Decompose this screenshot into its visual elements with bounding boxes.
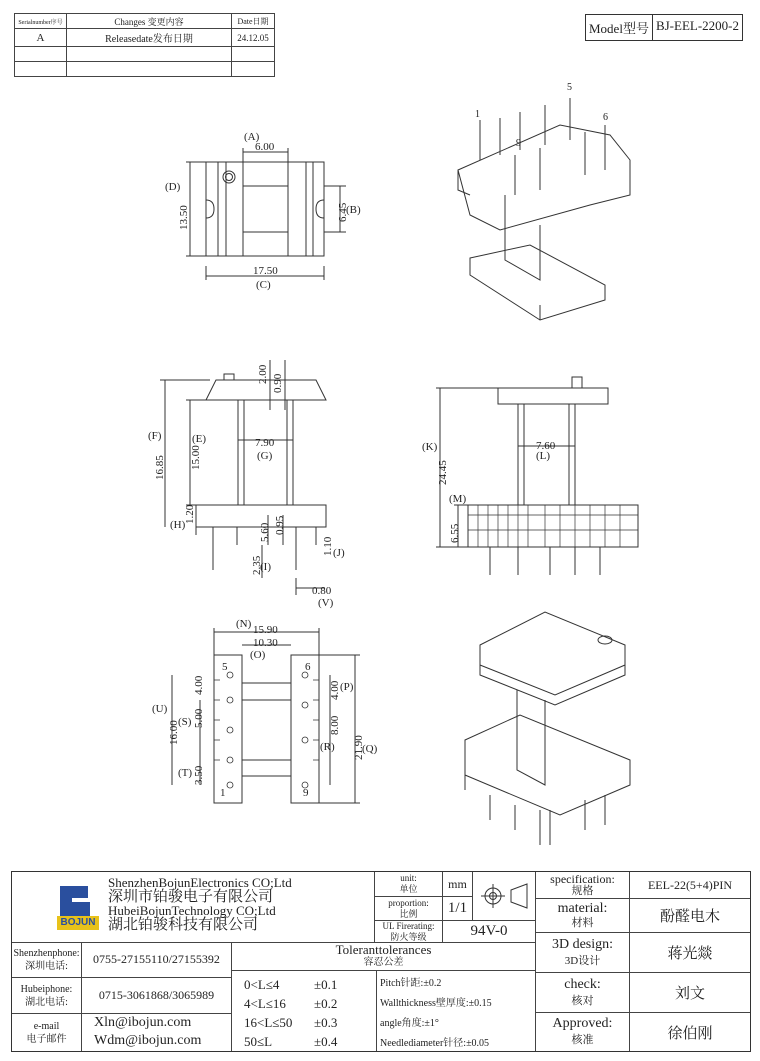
dim-l-tag: (L) [536,450,551,462]
hb-phone-label-cell [12,977,82,1013]
rev-date: 24.12.05 [232,29,275,47]
dim-h-tag: (H) [170,519,186,531]
model-value: BJ-EEL-2200-2 [652,15,742,40]
email-label-cell [12,1013,82,1051]
email-label-cn: 电子邮件 [26,1033,67,1045]
tolerance-title-cell [232,942,535,970]
iso-pin-5-label: 5 [567,82,572,93]
email-cell [82,1013,232,1051]
table-row: 4<L≤16 ±0.2 [244,996,338,1011]
dim-r-value: 8.00 [329,715,341,735]
dim-f-tag: (F) [148,430,162,442]
proportion-label: proportion: [388,897,429,908]
notes-cell [377,970,535,1051]
iso-view-top [458,82,630,320]
dim-u-value: 16.00 [168,720,180,745]
bottom-pin-6-label: 6 [305,661,311,673]
approved-label-cn: 核准 [571,1034,594,1046]
material-value: 酚醛电木 [629,898,750,932]
unit-label-cell [374,872,442,896]
side-view [422,377,638,575]
projection-symbol-cell [472,872,535,920]
tolerance-table [232,970,377,1051]
iso-pin-1-label: 1 [475,109,480,120]
dim-i-value: 2.35 [251,555,263,575]
approved-label-cell [535,1012,629,1051]
proportion-value: 1/1 [442,896,472,920]
company-en-2: HubeiBojunTechnology CO;Ltd [108,903,276,918]
material-label-cell [535,898,629,932]
dim-b-tag: (B) [346,204,361,216]
bottom-right-rail [291,655,319,803]
design-label: 3D design: [551,936,614,952]
dim-k-value: 24.45 [437,460,449,485]
bottom-pin-1-label: 1 [220,787,226,799]
sz-phone-label-cn: 深圳电话: [25,960,68,972]
email-label: e-mail [33,1020,60,1032]
design-label-cn: 3D设计 [564,954,601,967]
ul-label-cell [374,920,442,942]
dim-j-tag: (J) [333,547,345,559]
dim-a-tag: (A) [244,131,260,143]
iso-view-bottom [465,612,630,845]
dim-v-tag: (V) [318,597,334,609]
dim-left-400: 4.00 [193,675,205,695]
dim-k-tag: (K) [422,441,438,453]
dim-o-value: 10.30 [253,637,278,649]
proportion-label-cn: 比例 [399,908,418,919]
dim-g-tag: (G) [257,450,273,462]
approved-label: Approved: [552,1016,613,1031]
note-pitch: Pitch针距:±0.2 [380,978,442,989]
dim-top-200: 2.00 [257,364,269,384]
spec-value: EEL-22(5+4)PIN [629,872,750,898]
check-label: check: [564,976,601,992]
dim-l-value: 7.60 [536,440,556,452]
sz-phone: 0755-27155110/27155392 [82,942,232,977]
logo-text: BOJUN [60,917,96,928]
tolerance-title: Toleranttolerances [335,942,432,957]
dim-t-tag: (T) [178,767,193,779]
dim-m-value: 6.55 [449,523,461,543]
email-2: Wdm@ibojun.com [94,1033,202,1048]
dim-p-tag: (P) [340,681,354,693]
dim-m-tag: (M) [449,493,467,505]
iso2-top-flange [480,612,625,695]
dim-s-value: 5.00 [193,708,205,728]
sz-phone-label-cell [12,942,82,977]
iso-pin-6-label: 6 [603,112,608,123]
spec-label-cn: 规格 [571,885,594,897]
company-en-1: ShenzhenBojunElectronics CO;Ltd [108,875,292,890]
note-angle: angle角度:±1° [380,1018,439,1029]
projection-symbol-icon [473,872,536,920]
rev-change: Releasedate发布日期 [67,29,232,47]
dim-b-value: 6.45 [337,202,349,222]
dim-f-value: 16.85 [154,455,166,480]
design-label-cell [535,932,629,972]
front-view [148,360,345,609]
table-row: 16<L≤50 ±0.3 [244,1015,338,1030]
proportion-label-cell [374,896,442,920]
ul-label: UL Firerating: [382,920,435,931]
dim-095: 0.95 [274,515,286,535]
tolerance-title-cn: 容忍公差 [363,957,404,968]
unit-value: mm [442,872,472,896]
company-cn-1: 深圳市铂骏电子有限公司 [108,889,274,905]
email-1: Xln@ibojun.com [94,1015,192,1030]
dim-q-value: 21.90 [353,735,365,760]
pin1-marker-icon [223,171,235,183]
dim-h-value: 1.20 [184,504,196,524]
ul-label-cn: 防火等级 [390,931,427,942]
ul-value: 94V-0 [442,920,535,942]
spec-label: specification: [550,872,615,886]
dim-q-tag: (Q) [362,743,378,755]
rev-serial: A [15,29,67,47]
dim-o-tag: (O) [250,649,266,661]
check-label-cell [535,972,629,1012]
hb-phone: 0715-3061868/3065989 [82,977,232,1013]
dim-g-value: 7.90 [255,437,275,449]
title-block [11,871,751,1052]
material-label-cn: 材料 [571,916,594,929]
bottom-view [152,618,378,803]
check-value: 刘文 [629,972,750,1012]
dim-r-tag: (R) [320,741,335,753]
dim-560: 5.60 [259,522,271,542]
unit-label: unit: [400,873,417,883]
material-label: material: [557,900,608,916]
dim-top-090: 0.90 [272,373,284,393]
hb-phone-label-cn: 湖北电话: [25,996,68,1008]
spec-label-cell [535,872,629,898]
table-row: 50≤L ±0.4 [244,1034,338,1049]
side-top-flange [498,388,608,404]
col-changes: Changes 变更内容 [67,14,232,29]
dim-v-value: 0.80 [312,585,332,597]
iso-flange-bottom [470,245,605,320]
approved-value: 徐伯刚 [629,1012,750,1051]
iso-pin-9-label: 9 [516,138,521,149]
dim-d-tag: (D) [165,181,181,193]
dim-s-tag: (S) [178,716,192,728]
note-wall: Wallthickness壁厚度:±0.15 [380,998,492,1009]
dim-t-value: 3.50 [193,765,205,785]
col-date: Date日期 [232,14,275,29]
unit-label-cn: 单位 [399,884,418,894]
dim-i-tag: (I) [260,561,271,573]
dim-e-tag: (E) [192,433,207,445]
company-cn-2: 湖北铂骏科技有限公司 [108,917,259,933]
hb-phone-label: Hubeiphone: [20,983,73,995]
check-label-cn: 核对 [571,994,594,1007]
design-value: 蒋光燚 [629,932,750,972]
col-serial: Serialnumber序号 [15,14,67,29]
dim-n-value: 15.90 [253,624,278,636]
top-view [165,131,361,291]
model-label: Model型号 [589,21,649,36]
note-needle: Needlediameter针径:±0.05 [380,1038,490,1049]
dim-c-tag: (C) [256,279,271,291]
company-names [108,876,292,932]
dim-e-value: 15.00 [190,445,202,470]
bottom-pin-9-label: 9 [303,787,309,799]
bottom-pin-5-label: 5 [222,661,228,673]
dim-p-value: 4.00 [329,680,341,700]
side-bottom-flange [468,505,638,547]
dim-d-value: 13.50 [178,205,190,230]
dim-j-value: 1.10 [322,536,334,556]
dim-n-tag: (N) [236,618,252,630]
table-row: 0<L≤4 ±0.1 [244,977,338,992]
sz-phone-label: Shenzhenphone: [13,947,80,959]
company-logo [54,882,102,932]
iso-flange-top [458,125,630,230]
dim-c-value: 17.50 [253,265,278,277]
dim-u-tag: (U) [152,703,168,715]
dim-a-value: 6.00 [255,141,275,153]
